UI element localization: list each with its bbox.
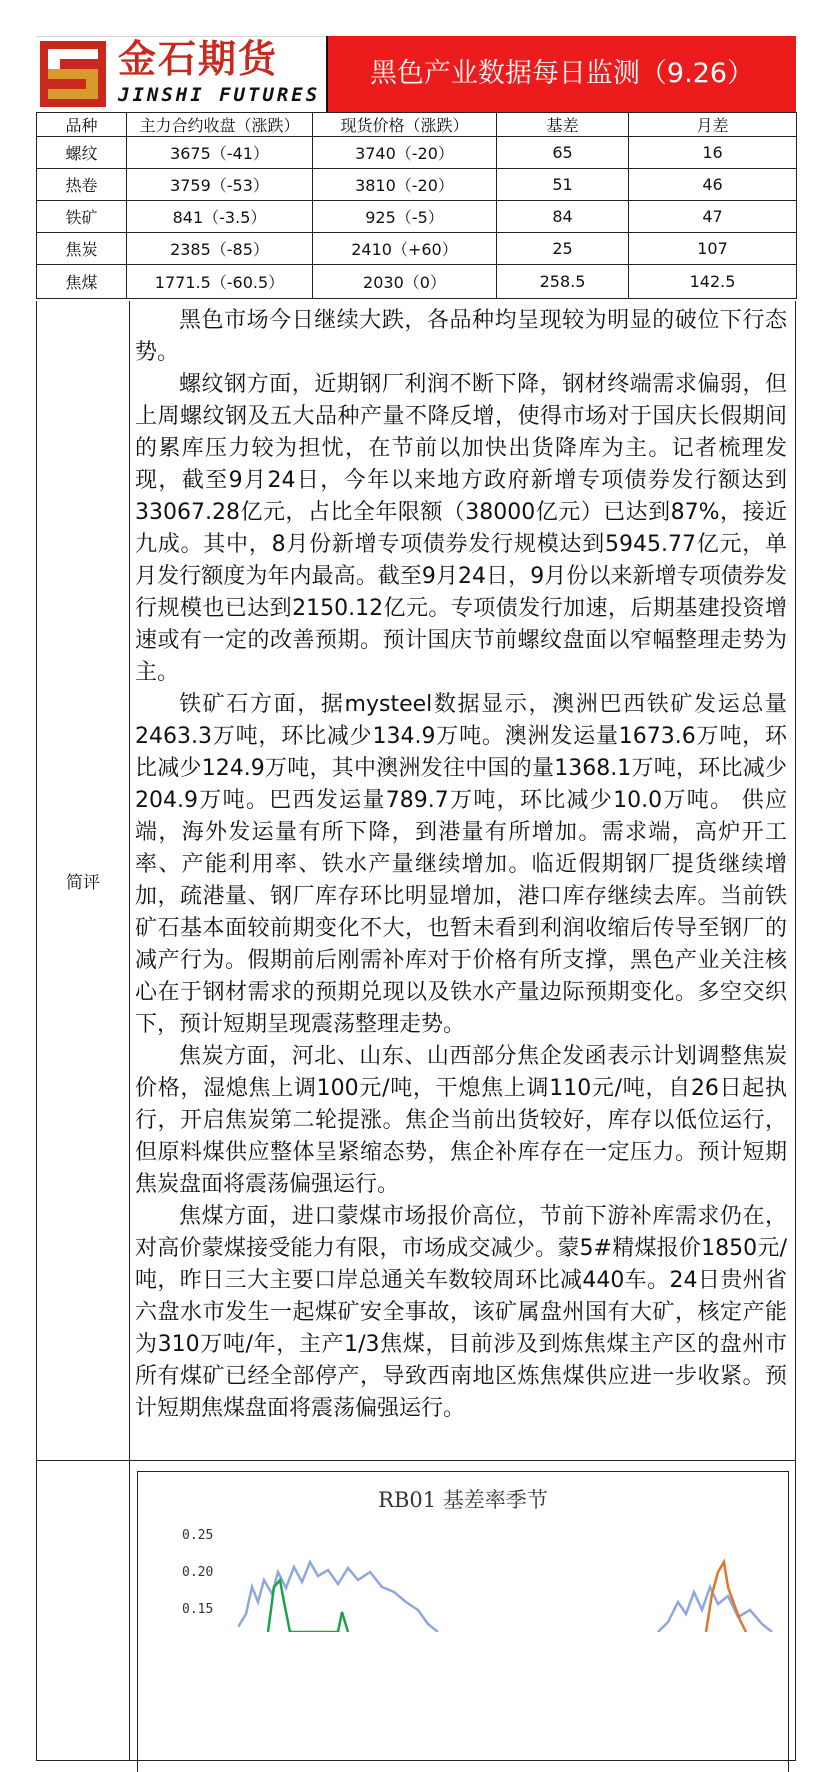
table-cell: 2030（0） (313, 265, 497, 299)
y-tick-label: 0.20 (182, 1565, 214, 1580)
logo-mark-icon (40, 41, 106, 107)
logo-en-text: JINSHI FUTURES (118, 84, 321, 106)
comment-paragraph: 焦炭方面，河北、山东、山西部分焦企发函表示计划调整焦炭价格，湿熄焦上调100元/吨，干熄焦上调110元/吨，自26日起执行，开启焦炭第二轮提涨。焦企当前出货较好，库存以低位运行，但原料煤供应整体呈紧缩态势，焦企补库存在一定压力。预计短期焦炭盘面将震荡偏强运行。 (135, 1044, 787, 1197)
table-cell: 3810（-20） (313, 169, 497, 201)
column-header: 月差 (629, 113, 797, 137)
table-cell: 2410（+60） (313, 233, 497, 265)
column-header: 主力合约收盘（涨跌） (127, 113, 313, 137)
table-cell: 51 (497, 169, 629, 201)
table-cell: 焦炭 (37, 233, 127, 265)
column-header: 品种 (37, 113, 127, 137)
table-row (37, 169, 797, 201)
comment-paragraph: 焦煤方面，进口蒙煤市场报价高位，节前下游补库需求仍在，对高价蒙煤接受能力有限，市场成交减少。蒙5#精煤报价1850元/吨，昨日三大主要口岸总通关车数较周环比减440车。24日贵州省六盘水市发生一起煤矿安全事故，该矿属盘州国有大矿，核定产能为310万吨/年，主产1/3焦煤，目前涉及到炼焦煤主产区的盘州市所有煤矿已经全部停产，导致西南地区炼焦煤供应进一步收紧。预计短期焦煤盘面将震荡偏强运行。 (135, 1204, 787, 1421)
table-row (37, 201, 797, 233)
table-row (37, 265, 797, 299)
table-row (37, 233, 797, 265)
report-sheet (36, 36, 796, 1736)
table-cell: 25 (497, 233, 629, 265)
table-cell: 841（-3.5） (127, 201, 313, 233)
table-cell: 47 (629, 201, 797, 233)
table-cell: 螺纹 (37, 137, 127, 169)
table-row (37, 137, 797, 169)
comment-paragraph: 黑色市场今日继续大跌，各品种均呈现较为明显的破位下行态势。 (135, 308, 787, 365)
company-logo (36, 36, 326, 113)
table-cell: 16 (629, 137, 797, 169)
table-cell: 热卷 (37, 169, 127, 201)
series-line-green (268, 1580, 348, 1632)
series-line-blue (238, 1562, 438, 1632)
table-cell: 焦煤 (37, 265, 127, 299)
table-cell: 3759（-53） (127, 169, 313, 201)
table-cell: 107 (629, 233, 797, 265)
table-cell: 46 (629, 169, 797, 201)
comment-label: 简评 (37, 301, 130, 1460)
comment-paragraph: 铁矿石方面，据mysteel数据显示，澳洲巴西铁矿发运总量2463.3万吨，环比减少134.9万吨。澳洲发运量1673.6万吨，环比减少124.9万吨，其中澳洲发往中国的量1368.1万吨，环比减少204.9万吨。巴西发运量789.7万吨，环比减少10.0万吨。 供应端，海外发运量有所下降，到港量有所增加。需求端，高炉开工率、产能利用率、铁水产量继续增加。临近假期钢厂提货继续增加，疏港量、钢厂库存环比明显增加，港口库存继续去库。当前铁矿石基本面较前期变化不大，也暂未看到利润收缩后传导至钢厂的减产行为。假期前后刚需补库对于价格有所支撑，黑色产业关注核心在于钢材需求的预期兑现以及铁水产量边际预期变化。多空交织下，预计短期呈现震荡整理走势。 (135, 692, 787, 1037)
comment-section (36, 301, 796, 1461)
table-cell: 84 (497, 201, 629, 233)
price-table (36, 112, 797, 299)
table-cell: 2385（-85） (127, 233, 313, 265)
table-cell: 铁矿 (37, 201, 127, 233)
column-header: 基差 (497, 113, 629, 137)
chart-title: RB01 基差率季节 (378, 1488, 548, 1512)
comment-paragraph: 螺纹钢方面，近期钢厂利润不断下降，钢材终端需求偏弱，但上周螺纹钢及五大品种产量不降反增，使得市场对于国庆长假期间的累库压力较为担忧，在节前以加快出货降库为主。记者梳理发现，截至9月24日，今年以来地方政府新增专项债券发行额达到33067.28亿元，占比全年限额（38000亿元）已达到87%，接近九成。其中，8月份新增专项债券发行规模达到5945.77亿元，单月发行额度为年内最高。截至9月24日，9月份以来新增专项债券发行规模也已达到2150.12亿元。专项债发行加速，后期基建投资增速或有一定的改善预期。预计国庆节前螺纹盘面以窄幅整理走势为主。 (135, 372, 787, 685)
y-tick-label: 0.15 (182, 1602, 214, 1617)
column-header: 现货价格（涨跌） (313, 113, 497, 137)
series-line-blue-2 (658, 1587, 772, 1632)
basis-chart (137, 1471, 789, 1772)
y-tick-label: 0.25 (182, 1528, 214, 1543)
table-cell: 65 (497, 137, 629, 169)
table-cell: 3675（-41） (127, 137, 313, 169)
table-cell: 258.5 (497, 265, 629, 299)
table-cell: 925（-5） (313, 201, 497, 233)
chart-section (36, 1461, 796, 1761)
logo-cn-text: 金石期货 (118, 37, 279, 81)
chart-label-cell (37, 1461, 130, 1760)
table-cell: 1771.5（-60.5） (127, 265, 313, 299)
comment-body (135, 305, 787, 1425)
table-header-row (37, 113, 797, 137)
report-header (36, 36, 796, 112)
table-cell: 142.5 (629, 265, 797, 299)
chart-plot (238, 1532, 778, 1632)
table-cell: 3740（-20） (313, 137, 497, 169)
report-title: 黑色产业数据每日监测（9.26） (326, 36, 796, 112)
